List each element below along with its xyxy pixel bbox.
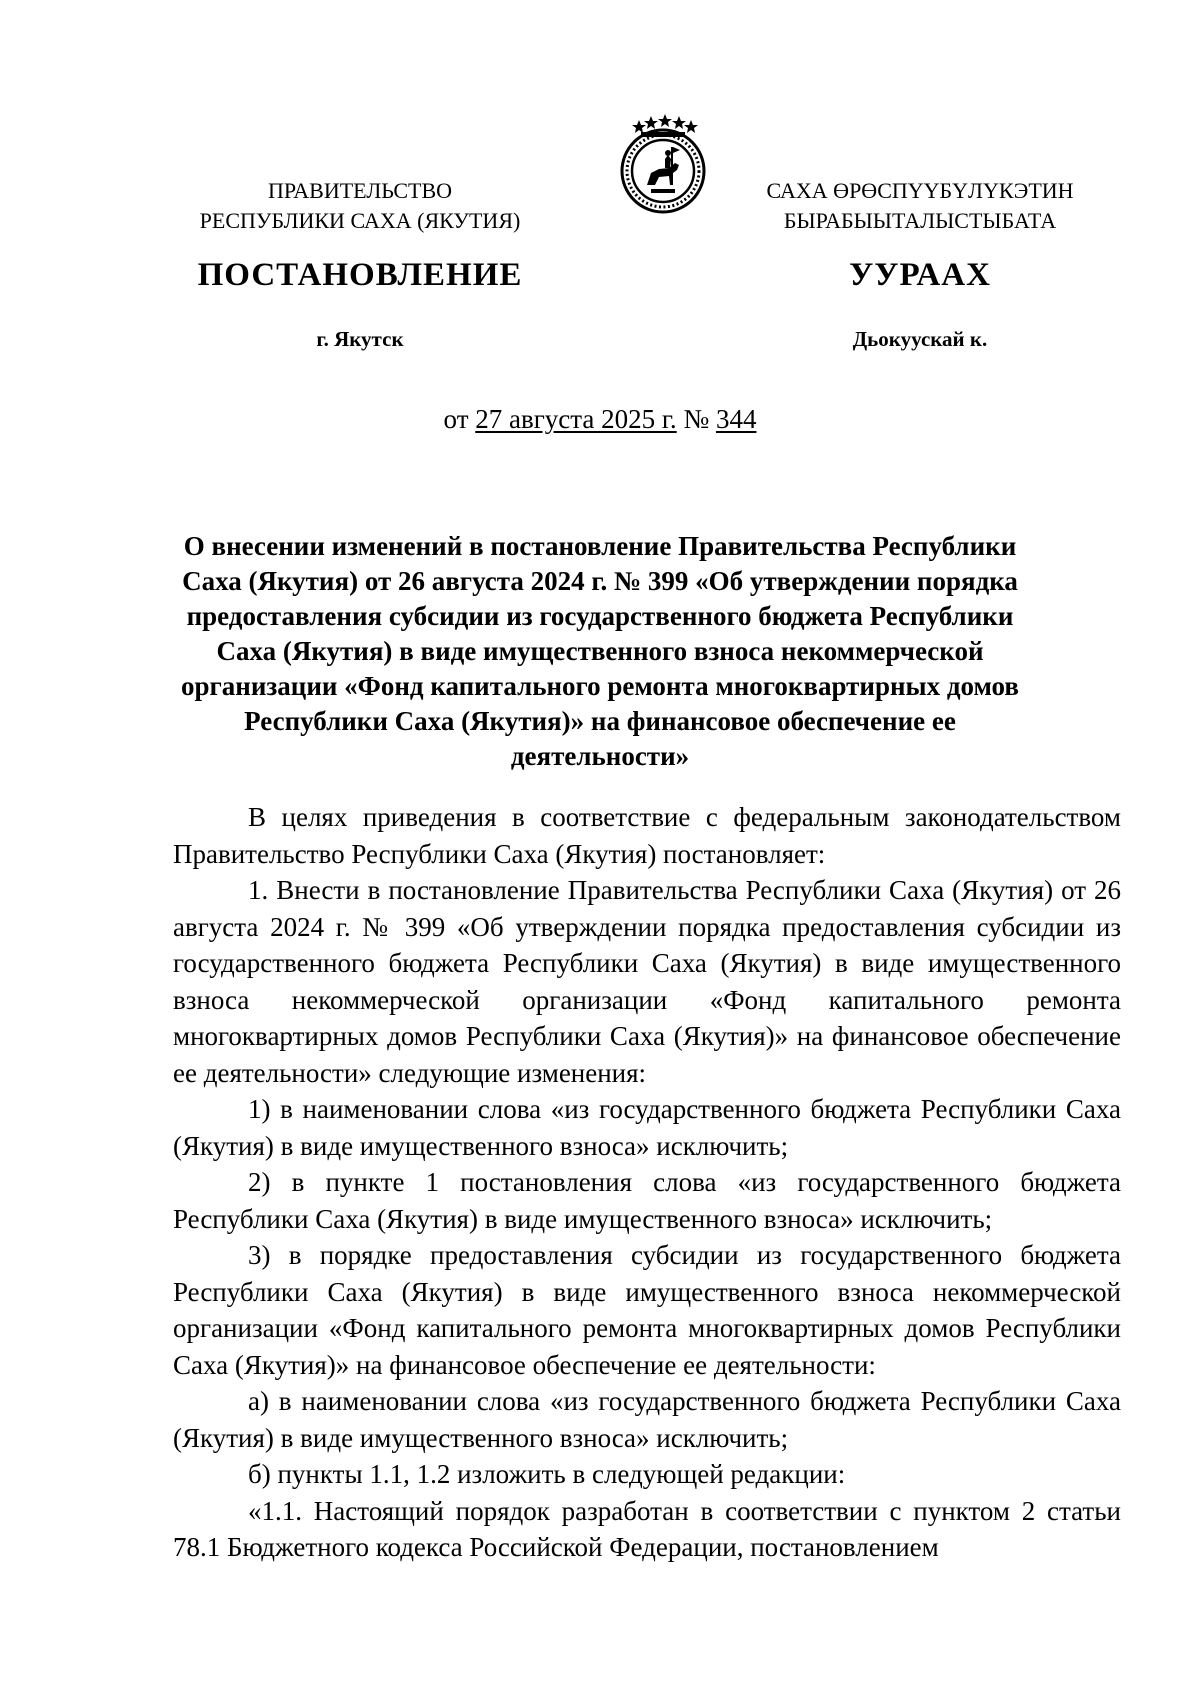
paragraph: 1) в наименовании слова «из государственного бюджета Республики Саха (Якутия) в виде имущественного взноса» исключить; xyxy=(173,1094,1121,1161)
paragraph: б) пункты 1.1, 1.2 изложить в следующей редакции: xyxy=(248,1459,846,1489)
doc-type-sah: УУРААХ xyxy=(849,257,991,293)
paragraph: а) в наименовании слова «из государственного бюджета Республики Саха (Якутия) в виде имущественного взноса» исключить; xyxy=(173,1386,1121,1453)
date-prefix: от xyxy=(443,404,469,434)
government-name-ru-line2: РЕСПУБЛИКИ САХА (ЯКУТИЯ) xyxy=(199,208,521,233)
paragraph: «1.1. Настоящий порядок разработан в соответствии с пунктом 2 статьи 78.1 Бюджетного кодекса Российской Федерации, постановлением xyxy=(173,1495,1121,1562)
city-ru: г. Якутск xyxy=(316,327,404,351)
paragraph: 1. Внести в постановление Правительства Республики Саха (Якутия) от 26 августа 2024 г. № 399 «Об утверждении порядка предоставления субсидии из государственного бюджета Республики Саха (Якутия) в виде имущественного взноса некоммерческой организации «Фонд капитального ремонта многоквартирных домов Республики Саха (Якутия)» на финансовое обеспечение ее деятельности» следующие изменения: xyxy=(173,875,1121,1088)
doc-type-ru: ПОСТАНОВЛЕНИЕ xyxy=(197,257,523,293)
document-title: О внесении изменений в постановление Правительства Республики Саха (Якутия) от 26 августа 2024 г. № 399 «Об утверждении порядка предоставления субсидии из государственного бюджета Республики Саха (Якутия) в виде имущественного взноса некоммерческой организации «Фонд капитального ремонта многоквартирных домов Республики Саха (Якутия)» на финансовое обеспечение ее деятельности» xyxy=(181,531,1019,771)
document-number: 344 xyxy=(715,404,757,434)
document-body xyxy=(173,799,1121,1566)
city-sah: Дьокуускай к. xyxy=(852,327,988,351)
paragraph: 3) в порядке предоставления субсидии из государственного бюджета Республики Саха (Якутия) в виде имущественного взноса некоммерческой организации «Фонд капитального ремонта многоквартирных домов Республики Саха (Якутия)» на финансовое обеспечение ее деятельности: xyxy=(173,1240,1121,1380)
government-name-ru xyxy=(180,176,540,236)
government-name-sah-line1: САХА ӨРӨСПҮҮБҮЛҮКЭТИН xyxy=(766,178,1074,203)
coat-of-arms-icon xyxy=(607,113,719,217)
paragraph: В целях приведения в соответствие с федеральным законодательством Правительство Республики Саха (Якутия) постановляет: xyxy=(173,802,1121,869)
date-value: 27 августа 2025 г. xyxy=(475,404,677,434)
date-line xyxy=(0,404,1200,435)
government-name-sah-line2: БЫРАБЫЫТАЛЫСТЫБАТА xyxy=(783,208,1057,233)
number-sign: № xyxy=(683,404,710,434)
paragraph: 2) в пункте 1 постановления слова «из государственного бюджета Республики Саха (Якутия) в виде имущественного взноса» исключить; xyxy=(173,1167,1121,1234)
government-name-ru-line1: ПРАВИТЕЛЬСТВО xyxy=(267,178,453,203)
government-name-sah xyxy=(740,176,1100,236)
